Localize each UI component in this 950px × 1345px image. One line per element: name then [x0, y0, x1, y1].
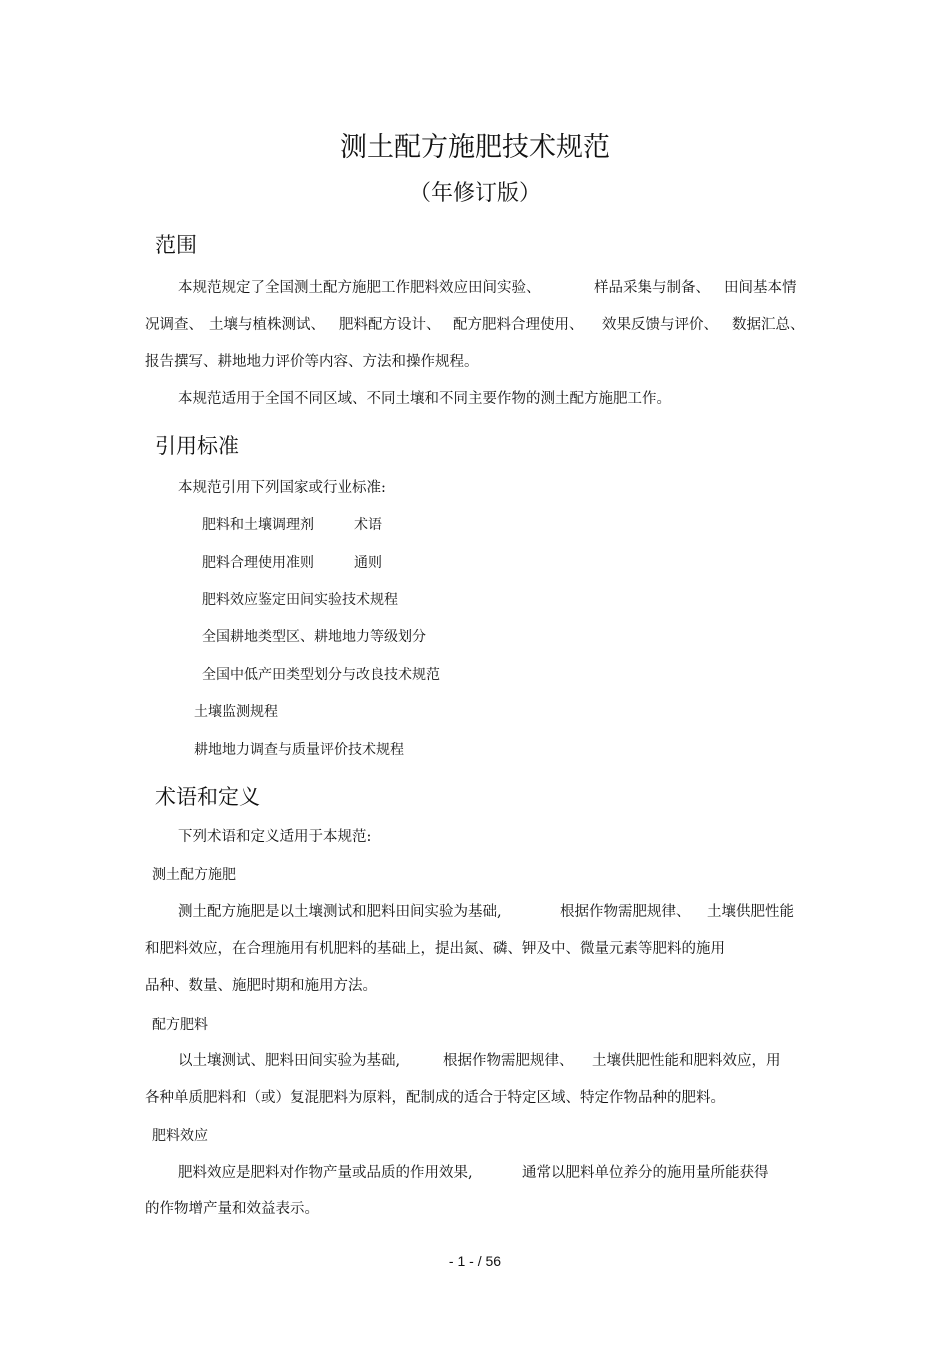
document-subtitle: （年修订版）: [408, 181, 541, 206]
scope-paragraph-line: 配方肥料合理使用、: [453, 317, 584, 333]
term-definition-line: 根据作物需肥规律、: [443, 1053, 574, 1069]
section-heading-scope: 范围: [155, 233, 197, 257]
term-definition-line: 的作物增产量和效益表示。: [145, 1201, 319, 1217]
reference-item-suffix: 术语: [354, 517, 382, 533]
term-definition-line: 通常以肥料单位养分的施用量所能获得: [522, 1165, 769, 1181]
terms-intro: 下列术语和定义适用于本规范:: [178, 829, 372, 845]
term-definition-line: 品种、数量、施肥时期和施用方法。: [145, 978, 377, 994]
term-name: 肥料效应: [152, 1128, 208, 1144]
term-definition-line: 各种单质肥料和（或）复混肥料为原料，配制成的适合于特定区域、特定作物品种的肥料。: [145, 1090, 725, 1106]
scope-paragraph-line: 肥料配方设计、: [339, 317, 441, 333]
scope-paragraph-line: 报告撰写、耕地地力评价等内容、方法和操作规程。: [145, 354, 479, 370]
term-definition-line: 测土配方施肥是以土壤测试和肥料田间实验为基础,: [178, 904, 502, 920]
page-number: - 1 - / 56: [448, 1253, 502, 1269]
scope-paragraph-applicability: 本规范适用于全国不同区域、不同土壤和不同主要作物的测土配方施肥工作。: [178, 391, 671, 407]
scope-paragraph-line: 数据汇总、: [732, 317, 805, 333]
scope-paragraph-line: 本规范规定了全国测土配方施肥工作肥料效应田间实验、: [178, 280, 541, 296]
term-definition-line: 根据作物需肥规律、: [560, 904, 691, 920]
reference-item: 肥料合理使用准则: [202, 555, 314, 571]
scope-paragraph-line: 土壤与植株测试、: [209, 317, 325, 333]
references-intro: 本规范引用下列国家或行业标准:: [178, 480, 386, 496]
reference-item: 肥料效应鉴定田间实验技术规程: [202, 592, 398, 608]
reference-item: 肥料和土壤调理剂: [202, 517, 314, 533]
scope-paragraph-line: 况调查、: [145, 317, 203, 333]
term-name: 配方肥料: [152, 1017, 208, 1033]
term-name: 测土配方施肥: [152, 867, 236, 883]
scope-paragraph-line: 田间基本情: [724, 280, 797, 296]
section-heading-terms: 术语和定义: [155, 785, 260, 809]
reference-item: 耕地地力调查与质量评价技术规程: [194, 742, 404, 758]
scope-paragraph-line: 效果反馈与评价、: [602, 317, 718, 333]
document-title: 测土配方施肥技术规范: [340, 132, 610, 163]
section-heading-references: 引用标准: [155, 434, 239, 458]
reference-item: 全国中低产田类型划分与改良技术规范: [202, 667, 440, 683]
reference-item-suffix: 通则: [354, 555, 382, 571]
term-definition-line: 以土壤测试、肥料田间实验为基础,: [178, 1053, 401, 1069]
reference-item: 全国耕地类型区、耕地地力等级划分: [202, 629, 426, 645]
term-definition-line: 肥料效应是肥料对作物产量或品质的作用效果,: [178, 1165, 473, 1181]
reference-item: 土壤监测规程: [194, 704, 278, 720]
term-definition-line: 土壤供肥性能: [707, 904, 794, 920]
term-definition-line: 和肥料效应，在合理施用有机肥料的基础上，提出氮、磷、钾及中、微量元素等肥料的施用: [145, 941, 725, 957]
term-definition-line: 土壤供肥性能和肥料效应，用: [592, 1053, 781, 1069]
scope-paragraph-line: 样品采集与制备、: [594, 280, 710, 296]
